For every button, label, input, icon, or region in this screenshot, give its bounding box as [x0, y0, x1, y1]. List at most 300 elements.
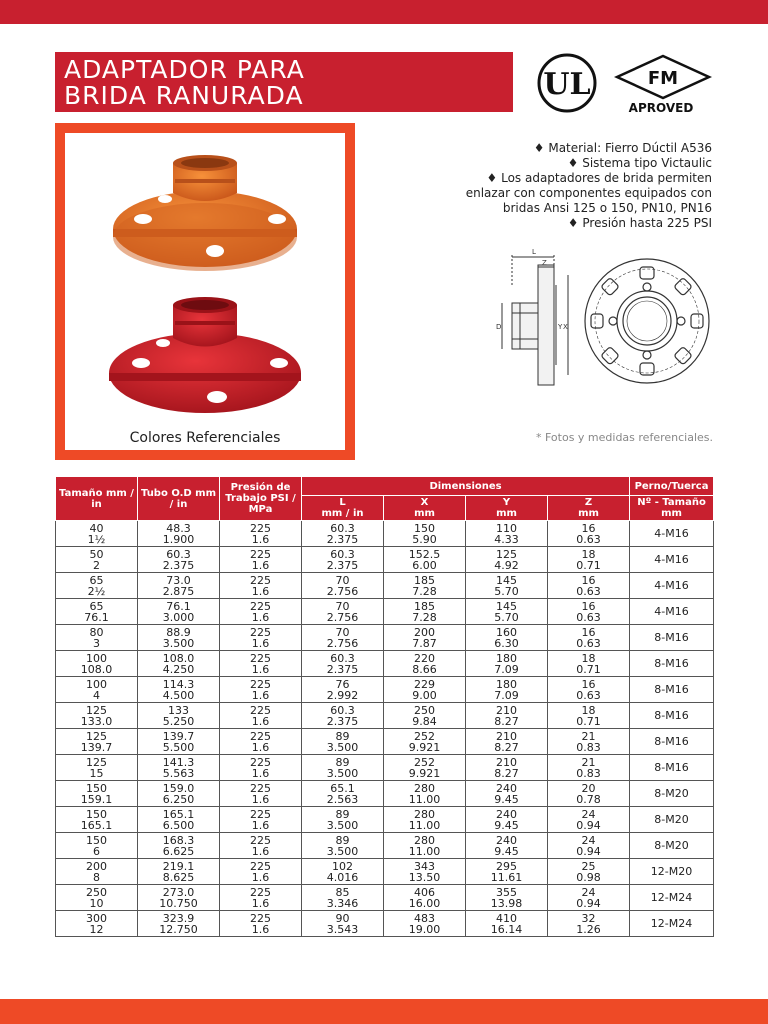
- bottom-accent-bar: [0, 999, 768, 1024]
- table-cell-l: [302, 911, 384, 937]
- cell-value: 65: [89, 599, 104, 613]
- ul-logo: [533, 52, 601, 114]
- cell-value: 90: [335, 911, 350, 925]
- cell-value: 1.6: [251, 558, 270, 572]
- cell-value: 110: [496, 521, 517, 535]
- table-cell-od: [138, 573, 220, 599]
- table-cell-p: [220, 807, 302, 833]
- footnote: * Fotos y medidas referenciales.: [535, 431, 713, 444]
- cell-value: 24: [581, 833, 596, 847]
- cell-value: 7.09: [494, 662, 519, 676]
- table-cell-y: [466, 521, 548, 547]
- table-cell-x: [384, 703, 466, 729]
- table-cell-od: [138, 833, 220, 859]
- title-line-2: BRIDA RANURADA: [64, 81, 304, 110]
- table-cell-bolt: 8-M20: [630, 781, 714, 807]
- table-cell-bolt: 8-M16: [630, 755, 714, 781]
- title-line-1: ADAPTADOR PARA: [64, 55, 305, 84]
- cell-value: 60.3: [330, 703, 355, 717]
- cell-value: 0.83: [576, 740, 601, 754]
- table-cell-p: [220, 547, 302, 573]
- table-cell-od: [138, 781, 220, 807]
- table-cell-x: [384, 651, 466, 677]
- cell-value: 16: [581, 625, 596, 639]
- table-cell-l: [302, 703, 384, 729]
- table-cell-od: [138, 521, 220, 547]
- table-cell-y: [466, 703, 548, 729]
- cell-value: 0.71: [576, 558, 601, 572]
- table-cell-y: [466, 677, 548, 703]
- table-cell-x: [384, 755, 466, 781]
- cell-value: 150: [414, 521, 435, 535]
- cell-value: 24: [581, 807, 596, 821]
- feature-item: enlazar con componentes equipados con: [465, 186, 712, 200]
- cell-value: 16: [581, 573, 596, 587]
- table-cell-l: [302, 781, 384, 807]
- cell-value: 483: [414, 911, 435, 925]
- cell-value: 0.94: [576, 818, 601, 832]
- table-cell-l: [302, 885, 384, 911]
- table-row: [56, 833, 714, 859]
- table-row: [56, 859, 714, 885]
- table-cell-bolt: 8-M16: [630, 651, 714, 677]
- cell-value: 4.500: [162, 688, 195, 702]
- header-l-label: L: [339, 497, 346, 508]
- cell-value: 133: [168, 703, 189, 717]
- cell-value: 9.45: [494, 818, 519, 832]
- table-cell-z: [548, 833, 630, 859]
- cell-value: 252: [414, 755, 435, 769]
- cell-value: 160: [496, 625, 517, 639]
- cell-value: 210: [496, 755, 517, 769]
- feature-list: [420, 141, 712, 231]
- red-flange-adapter-photo: [109, 297, 301, 413]
- cell-value: 280: [414, 781, 435, 795]
- cell-value: 3.500: [326, 766, 359, 780]
- table-row: [56, 755, 714, 781]
- table-cell-z: [548, 651, 630, 677]
- table-cell-bolt: 4-M16: [630, 521, 714, 547]
- table-cell-z: [548, 677, 630, 703]
- cell-value: 210: [496, 729, 517, 743]
- table-cell-bolt: 8-M16: [630, 703, 714, 729]
- table-cell-p: [220, 573, 302, 599]
- table-cell-p: [220, 755, 302, 781]
- cell-value: 3.500: [162, 636, 195, 650]
- table-cell-z: [548, 911, 630, 937]
- header-bolt-sub: Nº - Tamaño mm: [630, 496, 714, 521]
- cell-value: 6.30: [494, 636, 519, 650]
- side-view-drawing: [502, 255, 568, 385]
- table-cell-p: [220, 885, 302, 911]
- table-cell-y: [466, 625, 548, 651]
- cell-value: 150: [86, 781, 107, 795]
- cell-value: 65: [89, 573, 104, 587]
- top-accent-bar: [0, 0, 768, 24]
- table-cell-y: [466, 911, 548, 937]
- cell-value: 2.375: [326, 662, 359, 676]
- cell-value: 225: [250, 859, 271, 873]
- feature-item: bridas Ansi 125 o 150, PN10, PN16: [502, 201, 712, 215]
- photo-caption: Colores Referenciales: [129, 430, 281, 446]
- cell-value: 159.1: [80, 792, 113, 806]
- cell-value: 225: [250, 677, 271, 691]
- cell-value: 18: [581, 651, 596, 665]
- table-cell-l: [302, 521, 384, 547]
- header-pressure: Presión de Trabajo PSI / MPa: [220, 477, 302, 521]
- cell-value: 229: [414, 677, 435, 691]
- cell-value: 1.6: [251, 896, 270, 910]
- cell-value: 125: [86, 703, 107, 717]
- table-cell-bolt: 4-M16: [630, 599, 714, 625]
- cell-value: 1.6: [251, 662, 270, 676]
- table-cell-l: [302, 547, 384, 573]
- table-cell-x: [384, 911, 466, 937]
- cell-value: 4.016: [326, 870, 359, 884]
- header-x: [384, 496, 466, 521]
- cell-value: 18: [581, 703, 596, 717]
- technical-drawing: [490, 245, 715, 395]
- cell-value: 24: [581, 885, 596, 899]
- cell-value: 240: [496, 781, 517, 795]
- table-cell-od: [138, 885, 220, 911]
- cell-value: 65.1: [330, 781, 355, 795]
- cell-value: 1.6: [251, 532, 270, 546]
- cell-value: 295: [496, 859, 517, 873]
- cell-value: 21: [581, 729, 596, 743]
- table-cell-size: [56, 885, 138, 911]
- table-cell-y: [466, 781, 548, 807]
- header-dimensions: Dimensiones: [302, 477, 630, 496]
- cell-value: 5.500: [162, 740, 195, 754]
- cell-value: 20: [581, 781, 596, 795]
- header-y-unit: mm: [496, 508, 517, 519]
- header-od: Tubo O.D mm / in: [138, 477, 220, 521]
- cell-value: 220: [414, 651, 435, 665]
- cell-value: 2.875: [162, 584, 195, 598]
- cell-value: 2.375: [326, 714, 359, 728]
- table-cell-x: [384, 677, 466, 703]
- table-cell-l: [302, 859, 384, 885]
- table-cell-size: [56, 521, 138, 547]
- cell-value: 1.6: [251, 636, 270, 650]
- header-y: [466, 496, 548, 521]
- table-cell-y: [466, 729, 548, 755]
- cell-value: 200: [86, 859, 107, 873]
- cell-value: 1½: [87, 532, 106, 546]
- cell-value: 6.00: [412, 558, 437, 572]
- cell-value: 60.3: [166, 547, 191, 561]
- cell-value: 225: [250, 885, 271, 899]
- cell-value: 9.921: [408, 766, 441, 780]
- front-view-drawing: [585, 259, 709, 383]
- cell-value: 150: [86, 833, 107, 847]
- fm-logo-text: FM: [647, 68, 679, 89]
- header-l-unit: mm / in: [321, 508, 364, 519]
- cell-value: 3.543: [326, 922, 359, 936]
- cell-value: 343: [414, 859, 435, 873]
- table-cell-p: [220, 781, 302, 807]
- table-cell-z: [548, 885, 630, 911]
- table-cell-od: [138, 807, 220, 833]
- cell-value: 11.00: [408, 818, 441, 832]
- table-cell-bolt: 12-M20: [630, 859, 714, 885]
- cell-value: 16.14: [490, 922, 523, 936]
- cell-value: 10.750: [159, 896, 198, 910]
- cell-value: 8: [93, 870, 100, 884]
- table-cell-z: [548, 729, 630, 755]
- cell-value: 7.28: [412, 610, 437, 624]
- table-cell-l: [302, 573, 384, 599]
- table-cell-x: [384, 599, 466, 625]
- table-cell-x: [384, 547, 466, 573]
- cell-value: 11.00: [408, 792, 441, 806]
- cell-value: 125: [496, 547, 517, 561]
- cell-value: 7.87: [412, 636, 437, 650]
- feature-item: ♦ Sistema tipo Victaulic: [567, 156, 712, 170]
- cell-value: 165.1: [162, 807, 195, 821]
- cell-value: 60.3: [330, 651, 355, 665]
- cell-value: 88.9: [166, 625, 191, 639]
- table-cell-x: [384, 521, 466, 547]
- cell-value: 73.0: [166, 573, 191, 587]
- cell-value: 2.375: [326, 532, 359, 546]
- table-cell-od: [138, 859, 220, 885]
- feature-item: ♦ Los adaptadores de brida permiten: [486, 171, 712, 185]
- cell-value: 12: [89, 922, 104, 936]
- cell-value: 16.00: [408, 896, 441, 910]
- cell-value: 9.921: [408, 740, 441, 754]
- cell-value: 3.500: [326, 818, 359, 832]
- cell-value: 2.756: [326, 610, 359, 624]
- table-cell-bolt: 8-M20: [630, 833, 714, 859]
- table-cell-od: [138, 911, 220, 937]
- table-cell-size: [56, 547, 138, 573]
- table-cell-l: [302, 729, 384, 755]
- dimension-label-y: Y: [558, 323, 563, 331]
- table-cell-y: [466, 807, 548, 833]
- cell-value: 200: [414, 625, 435, 639]
- cell-value: 2.992: [326, 688, 359, 702]
- ul-logo-text: UL: [543, 67, 591, 102]
- cell-value: 355: [496, 885, 517, 899]
- cell-value: 225: [250, 547, 271, 561]
- cell-value: 125: [86, 755, 107, 769]
- table-cell-z: [548, 547, 630, 573]
- cell-value: 4.33: [494, 532, 519, 546]
- cell-value: 9.00: [412, 688, 437, 702]
- cell-value: 85: [335, 885, 350, 899]
- header-y-label: Y: [502, 497, 511, 508]
- cell-value: 168.3: [162, 833, 195, 847]
- cell-value: 16: [581, 521, 596, 535]
- cell-value: 0.63: [576, 584, 601, 598]
- table-cell-bolt: 4-M16: [630, 547, 714, 573]
- dimension-label-l: L: [532, 248, 536, 256]
- cell-value: 13.50: [408, 870, 441, 884]
- cell-value: 1.26: [576, 922, 601, 936]
- table-cell-x: [384, 573, 466, 599]
- header-x-label: X: [420, 497, 429, 508]
- cell-value: 6: [93, 844, 100, 858]
- cell-value: 8.27: [494, 740, 519, 754]
- table-cell-size: [56, 833, 138, 859]
- table-cell-l: [302, 755, 384, 781]
- cell-value: 280: [414, 833, 435, 847]
- table-cell-z: [548, 599, 630, 625]
- cell-value: 252: [414, 729, 435, 743]
- cell-value: 102: [332, 859, 353, 873]
- cell-value: 108.0: [162, 651, 195, 665]
- table-cell-bolt: 12-M24: [630, 911, 714, 937]
- table-cell-x: [384, 625, 466, 651]
- cell-value: 150: [86, 807, 107, 821]
- dimension-label-z: Z: [542, 259, 547, 267]
- cell-value: 139.7: [162, 729, 195, 743]
- cell-value: 180: [496, 677, 517, 691]
- cell-value: 323.9: [162, 911, 195, 925]
- cell-value: 1.6: [251, 610, 270, 624]
- fm-logo-caption: APROVED: [628, 101, 694, 115]
- cell-value: 13.98: [490, 896, 523, 910]
- cell-value: 9.45: [494, 844, 519, 858]
- table-row: [56, 651, 714, 677]
- cell-value: 108.0: [80, 662, 113, 676]
- table-cell-p: [220, 599, 302, 625]
- cell-value: 185: [414, 599, 435, 613]
- table-cell-size: [56, 807, 138, 833]
- fm-logo: [612, 52, 714, 117]
- table-cell-od: [138, 651, 220, 677]
- cell-value: 300: [86, 911, 107, 925]
- cell-value: 8.27: [494, 766, 519, 780]
- flange-adapter-illustration: [65, 133, 345, 423]
- table-cell-x: [384, 729, 466, 755]
- cell-value: 89: [335, 807, 350, 821]
- header-z-unit: mm: [578, 508, 599, 519]
- table-cell-z: [548, 859, 630, 885]
- cell-value: 1.6: [251, 870, 270, 884]
- table-cell-l: [302, 677, 384, 703]
- table-cell-y: [466, 755, 548, 781]
- table-cell-x: [384, 781, 466, 807]
- cell-value: 100: [86, 651, 107, 665]
- table-cell-y: [466, 573, 548, 599]
- table-cell-l: [302, 807, 384, 833]
- table-cell-y: [466, 885, 548, 911]
- cell-value: 225: [250, 625, 271, 639]
- cell-value: 0.78: [576, 792, 601, 806]
- table-cell-size: [56, 651, 138, 677]
- cell-value: 225: [250, 807, 271, 821]
- table-cell-od: [138, 703, 220, 729]
- cell-value: 2.563: [326, 792, 359, 806]
- table-cell-p: [220, 911, 302, 937]
- cell-value: 141.3: [162, 755, 195, 769]
- header-z-label: Z: [584, 497, 593, 508]
- cell-value: 225: [250, 911, 271, 925]
- cell-value: 8.625: [162, 870, 195, 884]
- cell-value: 4: [93, 688, 100, 702]
- cell-value: 3.000: [162, 610, 195, 624]
- header-x-unit: mm: [414, 508, 435, 519]
- table-cell-bolt: 8-M16: [630, 729, 714, 755]
- cell-value: 2½: [87, 584, 106, 598]
- table-cell-bolt: 8-M16: [630, 677, 714, 703]
- table-cell-l: [302, 599, 384, 625]
- cell-value: 1.6: [251, 792, 270, 806]
- cell-value: 145: [496, 573, 517, 587]
- cell-value: 3: [93, 636, 100, 650]
- cell-value: 152.5: [408, 547, 441, 561]
- cell-value: 410: [496, 911, 517, 925]
- cell-value: 2.756: [326, 584, 359, 598]
- specifications-table: [55, 476, 714, 937]
- table-cell-od: [138, 729, 220, 755]
- table-row: [56, 547, 714, 573]
- table-cell-bolt: 8-M16: [630, 625, 714, 651]
- cell-value: 210: [496, 703, 517, 717]
- cell-value: 3.346: [326, 896, 359, 910]
- table-cell-z: [548, 755, 630, 781]
- cell-value: 185: [414, 573, 435, 587]
- cell-value: 1.6: [251, 740, 270, 754]
- cell-value: 2.375: [326, 558, 359, 572]
- cell-value: 0.71: [576, 714, 601, 728]
- cell-value: 100: [86, 677, 107, 691]
- cell-value: 0.63: [576, 610, 601, 624]
- cell-value: 0.94: [576, 844, 601, 858]
- table-row: [56, 599, 714, 625]
- cell-value: 32: [581, 911, 596, 925]
- table-cell-x: [384, 859, 466, 885]
- cell-value: 40: [89, 521, 104, 535]
- table-row: [56, 729, 714, 755]
- table-cell-bolt: 8-M20: [630, 807, 714, 833]
- table-cell-size: [56, 703, 138, 729]
- cell-value: 6.250: [162, 792, 195, 806]
- cell-value: 225: [250, 573, 271, 587]
- title-banner: [55, 52, 513, 112]
- table-cell-l: [302, 625, 384, 651]
- cell-value: 4.250: [162, 662, 195, 676]
- table-cell-size: [56, 755, 138, 781]
- cell-value: 16: [581, 599, 596, 613]
- table-row: [56, 781, 714, 807]
- feature-item: ♦ Material: Fierro Dúctil A536: [533, 141, 712, 155]
- table-cell-z: [548, 781, 630, 807]
- table-cell-od: [138, 625, 220, 651]
- cell-value: 1.6: [251, 584, 270, 598]
- table-cell-p: [220, 703, 302, 729]
- cell-value: 19.00: [408, 922, 441, 936]
- table-cell-p: [220, 521, 302, 547]
- cell-value: 250: [414, 703, 435, 717]
- table-cell-p: [220, 833, 302, 859]
- table-cell-l: [302, 833, 384, 859]
- cell-value: 60.3: [330, 547, 355, 561]
- cell-value: 10: [89, 896, 104, 910]
- table-row: [56, 677, 714, 703]
- cell-value: 48.3: [166, 521, 191, 535]
- table-cell-size: [56, 781, 138, 807]
- table-cell-z: [548, 521, 630, 547]
- cell-value: 139.7: [80, 740, 113, 754]
- cell-value: 0.98: [576, 870, 601, 884]
- table-cell-z: [548, 807, 630, 833]
- cell-value: 0.63: [576, 636, 601, 650]
- table-cell-y: [466, 651, 548, 677]
